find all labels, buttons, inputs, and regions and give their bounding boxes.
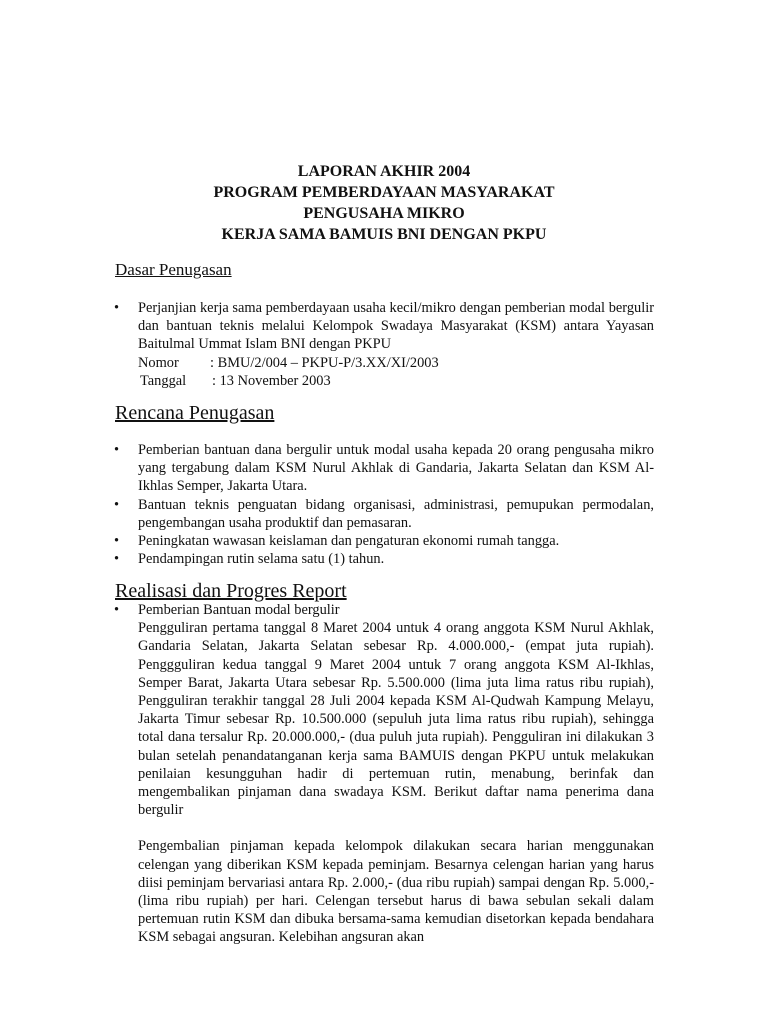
nomor-value: : BMU/2/004 – PKPU-P/3.XX/XI/2003 [210, 354, 439, 371]
bullet-icon: • [114, 533, 120, 550]
heading-dasar-penugasan: Dasar Penugasan [115, 260, 232, 279]
report-title [0, 161, 768, 245]
list-item [114, 441, 654, 496]
tanggal-label: Tanggal [140, 372, 187, 389]
realisasi-section [114, 601, 654, 947]
rencana-item-2: Bantuan teknis penguatan bidang organisasi, administrasi, pemupukan permodalan, pengembangan usaha produktif dan pemasaran. [138, 496, 654, 531]
dasar-section [114, 299, 654, 390]
title-line-3: PENGUSAHA MIKRO [303, 205, 465, 222]
title-line-4: KERJA SAMA BAMUIS BNI DENGAN PKPU [221, 226, 547, 243]
nomor-row [138, 354, 654, 372]
bullet-icon: • [114, 551, 120, 568]
list-item [114, 299, 654, 390]
realisasi-paragraph-2: Pengembalian pinjaman kepada kelompok dilakukan secara harian menggunakan celengan yang diberikan KSM kepada peminjam. Besarnya celengan harian yang harus diisi peminjam bervariasi antara Rp. 2.000,- (dua ribu rupiah) sampai dengan Rp. 5.000,- (lima ribu rupiah) per hari. Celengan tersebut harus di bawa sebulan sekali dalam pertemuan rutin KSM dan dibuka bersama-sama kemudian disetorkan kepada bendahara KSM sebagai angsuran. Kelebihan angsuran akan [138, 838, 654, 946]
heading-rencana-penugasan: Rencana Penugasan [115, 402, 275, 424]
title-line-2: PROGRAM PEMBERDAYAAN MASYARAKAT [213, 184, 555, 201]
title-line-1: LAPORAN AKHIR 2004 [297, 163, 471, 180]
nomor-label: Nomor [138, 354, 179, 371]
list-item [114, 532, 654, 550]
list-item [114, 601, 654, 619]
rencana-section [114, 441, 654, 568]
bullet-icon: • [114, 496, 120, 513]
rencana-item-3: Peningkatan wawasan keislaman dan pengaturan ekonomi rumah tangga. [138, 533, 560, 550]
tanggal-row [138, 372, 654, 390]
list-item [114, 550, 654, 568]
dasar-text: Perjanjian kerja sama pemberdayaan usaha kecil/mikro dengan pemberian modal bergulir dan bantuan teknis melalui Kelompok Swadaya Masyarakat (KSM) antara Yayasan Baitulmal Ummat Islam BNI dengan PKPU [138, 300, 654, 353]
tanggal-value: : 13 November 2003 [212, 372, 331, 389]
realisasi-item-1: Pemberian Bantuan modal bergulir [138, 602, 340, 618]
bullet-icon: • [114, 442, 120, 458]
realisasi-paragraph-1: Pengguliran pertama tanggal 8 Maret 2004 untuk 4 orang anggota KSM Nurul Akhlak, Gandaria Selatan, Jakarta Selatan sebesar Rp. 4.000.000,- (empat juta rupiah). Penggguliran kedua tanggal 9 Maret 2004 untuk 7 orang anggota KSM Al-Ikhlas, Semper Barat, Jakarta Utara sebesar Rp. 5.500.000 (lima juta lima ratus ribu rupiah), Pengguliran terakhir tanggal 28 Juli 2004 kepada KSM Al-Qudwah Kampung Melayu, Jakarta Timur sebesar Rp. 10.500.000 (sepuluh juta lima ratus ribu rupiah), sehingga total dana tersalur Rp. 20.000.000,- (dua puluh juta rupiah). Pengguliran ini dilakukan 3 bulan setelah penandatanganan kerja sama BAMUIS dengan PKPU untuk melakukan penilaian kesungguhan hadir di pertemuan rutin, menabung, berinfak dan mengembalikan pinjaman dana swadaya KSM. Berikut daftar nama penerima dana bergulir [138, 620, 654, 819]
bullet-icon: • [114, 300, 120, 316]
list-item [114, 496, 654, 532]
bullet-icon: • [114, 602, 120, 618]
rencana-item-4: Pendampingan rutin selama satu (1) tahun. [138, 551, 385, 568]
rencana-item-1: Pemberian bantuan dana bergulir untuk modal usaha kepada 20 orang pengusaha mikro yang tergabung dalam KSM Nurul Akhlak di Gandaria, Jakarta Selatan dan KSM Al-Ikhlas Semper, Jakarta Utara. [138, 442, 654, 495]
heading-realisasi: Realisasi dan Progres Report [115, 580, 347, 602]
